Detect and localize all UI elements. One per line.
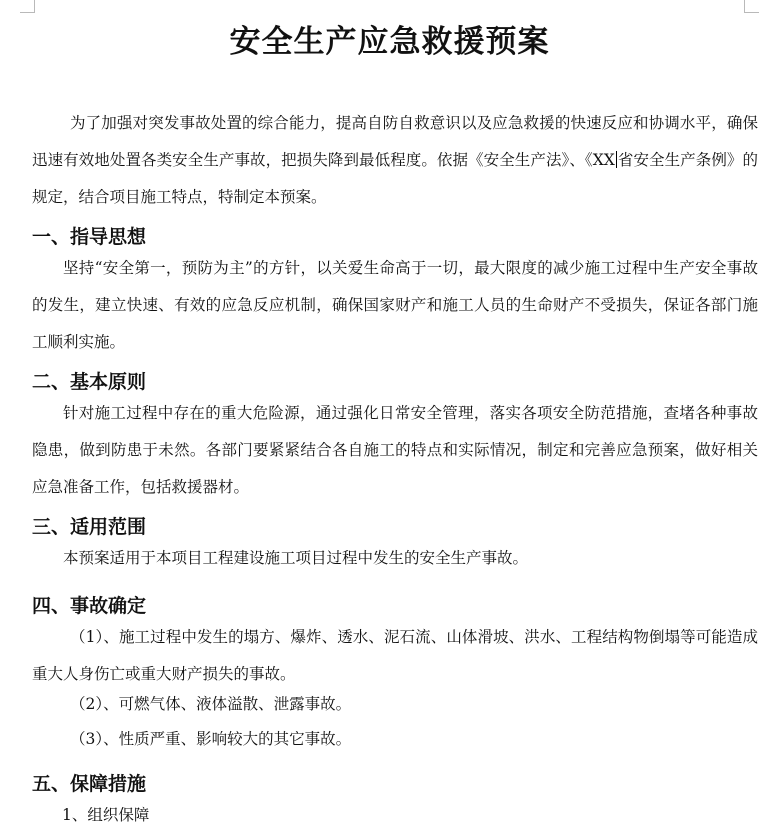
intro-paragraph[interactable] [32,105,758,216]
intro-text-after: 省安全生产条例》的规定，结合项目施工特点，特制定本预案。 [32,151,758,206]
accident-item-1: （1）、施工过程中发生的塌方、爆炸、透水、泥石流、山体滑坡、洪水、工程结构物倒塌等可能造成重大人身伤亡或重大财产损失的事故。 [32,628,758,683]
section-body-guiding-idea: 坚持“安全第一，预防为主”的方针，以关爱生命高于一切，最大限度的减少施工过程中生产安全事故的发生，建立快速、有效的应急反应机制，确保国家财产和施工人员的生命财产不受损失，保证各部门施工顺利实施。 [32,259,758,351]
intro-text-before: 为了加强对突发事故处置的综合能力，提高自防自救意识以及应急救援的快速反应和协调水平，确保迅速有效地处置各类安全生产事故，把损失降到最低程度。依据《安全生产法》、《XX [32,114,758,169]
accident-item-3: （3）、性质严重、影响较大的其它事故。 [70,730,352,748]
text-cursor [616,151,617,168]
document-title: 安全生产应急救援预案 [229,24,550,60]
section-heading-accident-definition: 四、事故确定 [32,595,147,617]
section-heading-basic-principles: 二、基本原则 [32,371,147,393]
accident-item-2: （2）、可燃气体、液体溢散、泄露事故。 [70,695,352,713]
section-heading-scope: 三、适用范围 [32,516,147,538]
page-corner-mark-right [744,0,759,13]
safeguard-item-1: 1、组织保障 [62,806,150,824]
section-heading-guiding-idea: 一、指导思想 [32,226,147,248]
section-heading-safeguards: 五、保障措施 [32,773,147,795]
section-body-basic-principles: 针对施工过程中存在的重大危险源，通过强化日常安全管理，落实各项安全防范措施，查堵各种事故隐患，做到防患于未然。各部门要紧紧结合各自施工的特点和实际情况，制定和完善应急预案，做好相关应急准备工作，包括救援器材。 [32,404,758,496]
section-body-scope: 本预案适用于本项目工程建设施工项目过程中发生的安全生产事故。 [63,549,529,567]
page-corner-mark-left [20,0,35,13]
